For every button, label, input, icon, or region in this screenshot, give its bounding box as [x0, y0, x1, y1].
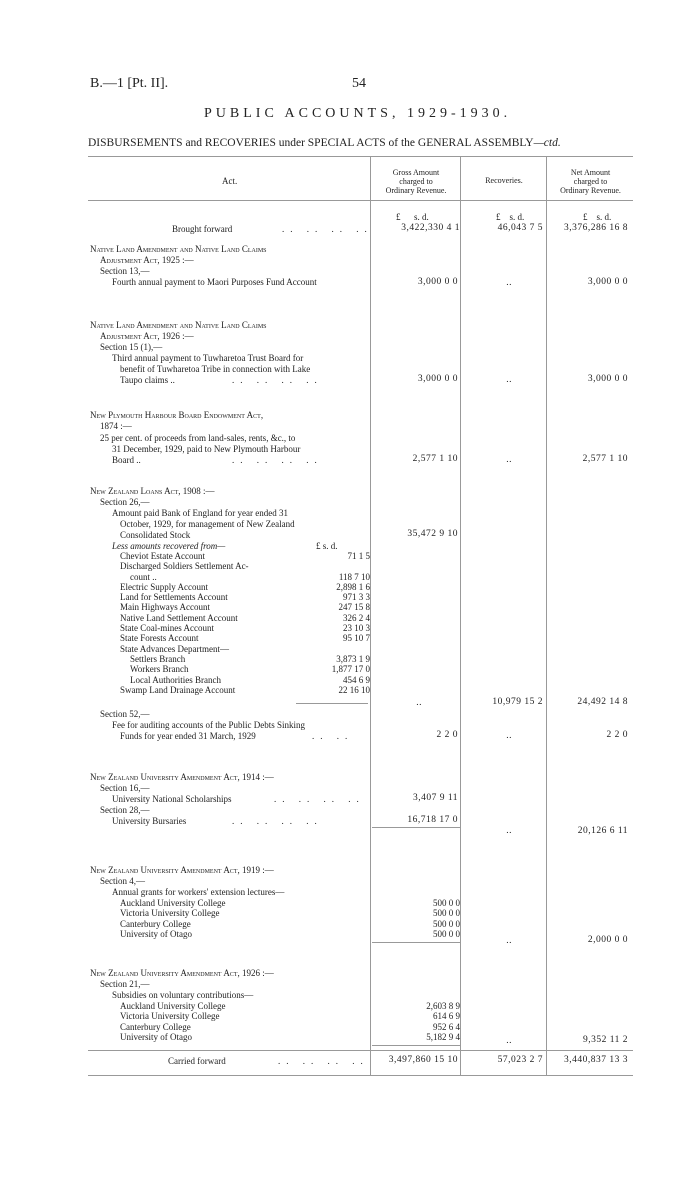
line-item: Amount paid Bank of England for year ended 31 — [112, 508, 288, 518]
recoveries-currency-header: £ s. d. — [496, 212, 525, 222]
subsidy-list — [120, 1001, 460, 1042]
list-item-amount: 614 6 9 — [433, 1011, 460, 1022]
act-heading: Adjustment Act, 1926 :— — [100, 331, 194, 341]
gross-amount: 2,577 1 10 — [412, 454, 458, 464]
column-header-net: Net Amount charged to Ordinary Revenue. — [560, 168, 621, 195]
line-item: Fee for auditing accounts of the Public Debts Sinking — [112, 720, 305, 730]
carried-forward-net: 3,440,837 13 3 — [564, 1055, 628, 1065]
list-item-amount: 118 7 10 — [338, 571, 370, 582]
list-item — [120, 592, 370, 602]
gross-amount: 3,000 0 0 — [417, 277, 458, 287]
list-item-label: Discharged Soldiers Settlement Ac- — [120, 561, 249, 572]
list-item-amount: 23 10 3 — [343, 623, 370, 634]
leader-dots: .. .. .. .. — [282, 224, 373, 234]
act-heading: New Plymouth Harbour Board Endowment Act, — [90, 410, 264, 420]
recoveries-amount: .. — [506, 375, 512, 385]
list-item — [120, 572, 370, 582]
section-label: Section 28,— — [100, 805, 150, 815]
list-item-label: Canterbury College — [120, 918, 191, 929]
line-item: University Bursaries — [112, 816, 187, 826]
table-bottom-rule — [88, 1075, 633, 1076]
line-item: benefit of Tuwharetoa Tribe in connection with Lake — [120, 364, 311, 374]
recoveries-amount: .. — [506, 826, 512, 836]
section-label: Section 4,— — [100, 876, 145, 886]
column-divider — [546, 156, 547, 1075]
gross-amount: 16,718 17 0 — [407, 815, 458, 825]
list-item — [120, 602, 370, 612]
list-item-label: Local Authorities Branch — [130, 674, 221, 685]
line-item: 31 December, 1929, paid to New Plymouth Harbour — [112, 444, 301, 454]
act-heading: New Zealand University Amendment Act, 1926 :— — [90, 968, 274, 978]
list-item-label: Victoria University College — [120, 1011, 220, 1022]
list-item-amount: 500 0 0 — [433, 928, 460, 939]
page-number: 54 — [352, 76, 366, 91]
less-amounts-label: Less amounts recovered from— — [112, 541, 226, 551]
list-item-amount: 71 1 5 — [347, 551, 370, 561]
net-amount: 9,352 11 2 — [582, 1035, 628, 1045]
list-item — [120, 898, 460, 908]
line-item: Funds for year ended 31 March, 1929 — [120, 731, 256, 741]
subtotal-rule — [372, 942, 460, 943]
list-item-label: Auckland University College — [120, 1001, 226, 1011]
list-item — [120, 623, 370, 633]
list-item-amount: 500 0 0 — [433, 898, 460, 908]
column-header-act: Act. — [222, 176, 238, 186]
act-heading: New Zealand Loans Act, 1908 :— — [90, 486, 215, 496]
list-item — [120, 1022, 460, 1032]
section-label: Section 15 (1),— — [100, 342, 163, 352]
recoveries-amount: .. — [506, 1036, 512, 1046]
list-item-label: State Coal-mines Account — [120, 623, 214, 634]
column-header-recoveries: Recoveries. — [485, 176, 523, 185]
act-heading: New Zealand University Amendment Act, 1919 :— — [90, 865, 274, 875]
list-item — [120, 685, 370, 695]
list-item-label: Electric Supply Account — [120, 581, 208, 592]
subtotal-rule — [296, 703, 368, 704]
section-label: Section 16,— — [100, 783, 150, 793]
sub-currency-header: £ s. d. — [316, 541, 338, 551]
gross-amount: 3,407 9 11 — [412, 793, 458, 803]
list-item-amount: 95 10 7 — [343, 633, 370, 644]
page-title: PUBLIC ACCOUNTS, 1929-1930. — [204, 106, 512, 121]
table-header-rule — [88, 200, 633, 201]
line-item: 25 per cent. of proceeds from land-sales, rents, &c., to — [100, 433, 296, 443]
list-item — [120, 1011, 460, 1021]
list-item-label: Swamp Land Drainage Account — [120, 684, 236, 695]
leader-dots: .. .. .. .. — [232, 816, 323, 826]
total-rule — [88, 1050, 633, 1051]
act-heading: Native Land Amendment and Native Land Claims — [90, 244, 267, 254]
list-item — [120, 644, 370, 654]
list-item-label: University of Otago — [120, 1031, 192, 1042]
list-item — [120, 582, 370, 592]
act-heading: Adjustment Act, 1925 :— — [100, 255, 194, 265]
section-label: Section 52,— — [100, 709, 150, 719]
line-item: Consolidated Stock — [120, 530, 191, 540]
net-amount: 2,000 0 0 — [587, 935, 628, 945]
net-amount: 24,492 14 8 — [577, 697, 628, 707]
brought-forward-label: Brought forward — [172, 224, 233, 234]
net-amount: 2,577 1 10 — [582, 454, 628, 464]
act-heading: 1874 :— — [100, 421, 132, 431]
recoveries-amount: .. — [506, 936, 512, 946]
list-item-label: Main Highways Account — [120, 602, 210, 613]
list-item-label: Canterbury College — [120, 1021, 191, 1032]
list-item-label: Cheviot Estate Account — [120, 551, 205, 561]
list-item-label: Auckland University College — [120, 898, 226, 908]
gross-amount: 35,472 9 10 — [407, 529, 458, 539]
subtotal-rule — [372, 827, 460, 828]
list-item-label: University of Otago — [120, 928, 192, 939]
net-amount: 20,126 6 11 — [577, 826, 628, 836]
list-item-amount: 500 0 0 — [433, 918, 460, 929]
gross-amount: .. — [416, 698, 422, 708]
carried-forward-recoveries: 57,023 2 7 — [497, 1055, 543, 1065]
list-item-amount: 500 0 0 — [433, 908, 460, 919]
list-item — [120, 908, 460, 918]
leader-dots: .. .. .. .. — [232, 375, 323, 385]
list-item-amount: 247 15 8 — [338, 602, 370, 613]
leader-dots: .. .. .. .. — [274, 794, 365, 804]
list-item — [120, 613, 370, 623]
recoveries-amount: .. — [506, 455, 512, 465]
leader-dots: .. .. .. .. — [232, 455, 323, 465]
list-item-label: Land for Settlements Account — [120, 592, 228, 603]
leader-dots: .. .. .. .. — [278, 1056, 369, 1066]
net-currency-header: £ s. d. — [583, 212, 612, 222]
line-item: University National Scholarships — [112, 794, 232, 804]
list-item-label: State Advances Department— — [120, 643, 229, 654]
recovery-list — [120, 551, 370, 695]
list-item — [120, 1032, 460, 1042]
list-item — [120, 654, 370, 664]
carried-forward-label: Carried forward — [168, 1056, 226, 1066]
list-item-label: count .. — [130, 571, 157, 582]
grant-list — [120, 898, 460, 939]
list-item-amount: 952 6 4 — [433, 1021, 460, 1032]
gross-currency-header: £ s. d. — [396, 212, 429, 222]
recoveries-amount: .. — [506, 731, 512, 741]
list-item-amount: 2,603 8 9 — [426, 1001, 460, 1011]
gross-amount: 3,000 0 0 — [417, 374, 458, 384]
list-item — [120, 561, 370, 571]
section-label: Section 26,— — [100, 497, 150, 507]
list-item — [120, 633, 370, 643]
net-amount: 2 2 0 — [606, 730, 628, 740]
list-item-amount: 454 6 9 — [343, 674, 370, 685]
list-item-amount: 22 16 10 — [338, 684, 370, 695]
table-top-rule — [88, 156, 633, 157]
net-amount: 3,000 0 0 — [587, 374, 628, 384]
list-item — [120, 664, 370, 674]
list-item-label: State Forests Account — [120, 633, 199, 644]
act-heading: New Zealand University Amendment Act, 1914 :— — [90, 772, 274, 782]
section-label: Section 21,— — [100, 979, 150, 989]
list-item — [120, 551, 370, 561]
act-heading: Native Land Amendment and Native Land Claims — [90, 320, 267, 330]
line-item: Third annual payment to Tuwharetoa Trust Board for — [112, 353, 304, 363]
list-item-amount: 2,898 1 6 — [336, 581, 370, 592]
list-item-label: Victoria University College — [120, 908, 220, 919]
line-item: Taupo claims .. — [120, 375, 175, 385]
subtotal-rule — [372, 1045, 460, 1046]
list-item-amount: 3,873 1 9 — [336, 653, 370, 664]
list-item-label: Workers Branch — [130, 664, 189, 675]
report-reference: B.—1 [Pt. II]. — [90, 76, 169, 91]
gross-amount: 2 2 0 — [436, 730, 458, 740]
column-header-gross: Gross Amount charged to Ordinary Revenue. — [385, 168, 447, 195]
list-item-amount: 1,877 17 0 — [331, 664, 370, 675]
section-label: Section 13,— — [100, 266, 150, 276]
brought-forward-net: 3,376,286 16 8 — [564, 223, 628, 233]
line-item: Fourth annual payment to Maori Purposes Fund Account — [112, 277, 317, 287]
brought-forward-gross: 3,422,330 4 1 — [401, 223, 460, 233]
line-item: October, 1929, for management of New Zealand — [120, 519, 295, 529]
line-item: Board .. — [112, 455, 141, 465]
list-item — [120, 929, 460, 939]
net-amount: 3,000 0 0 — [587, 277, 628, 287]
leader-dots: .. .. — [312, 731, 354, 741]
list-item — [120, 675, 370, 685]
list-item-label: Native Land Settlement Account — [120, 612, 238, 623]
list-item — [120, 1001, 460, 1011]
line-item: Subsidies on voluntary contributions— — [112, 990, 254, 1000]
carried-forward-gross: 3,497,860 15 10 — [388, 1055, 458, 1065]
line-item: Annual grants for workers' extension lectures— — [112, 887, 285, 897]
page-subtitle: DISBURSEMENTS and RECOVERIES under SPECIAL ACTS of the GENERAL ASSEMBLY—ctd. — [88, 137, 561, 149]
list-item — [120, 919, 460, 929]
recoveries-amount: .. — [506, 278, 512, 288]
list-item-amount: 971 3 3 — [343, 592, 370, 603]
list-item-amount: 326 2 4 — [343, 612, 370, 623]
list-item-label: Settlers Branch — [130, 653, 186, 664]
brought-forward-recoveries: 46,043 7 5 — [497, 223, 543, 233]
column-divider — [460, 156, 461, 1075]
recoveries-amount: 10,979 15 2 — [492, 697, 543, 707]
list-item-amount: 5,182 9 4 — [426, 1031, 460, 1042]
